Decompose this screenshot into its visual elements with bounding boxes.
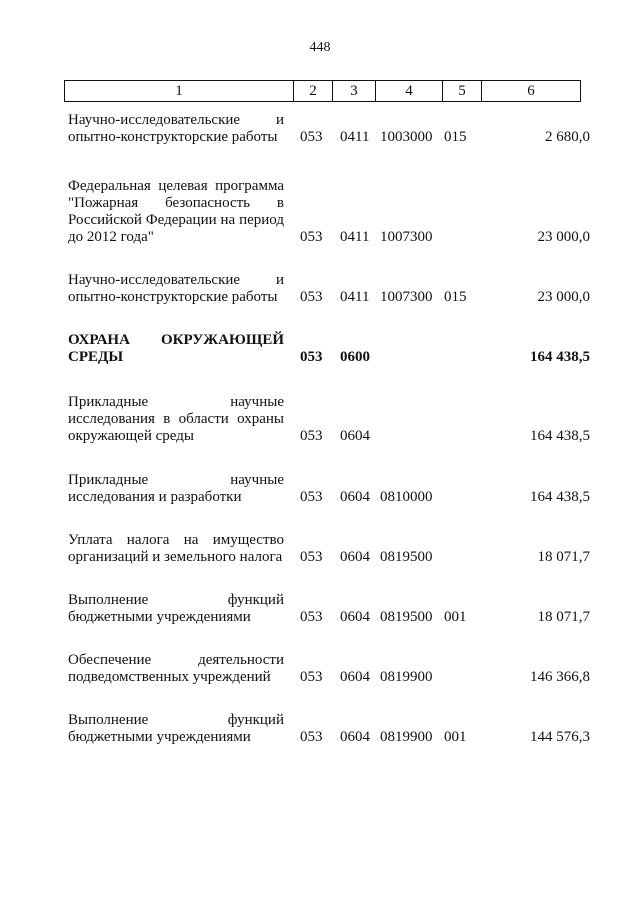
description-line: Прикладные научные xyxy=(68,472,284,488)
target-article-code: 0819900 xyxy=(380,729,433,745)
target-article-code: 0819900 xyxy=(380,669,433,685)
description-line: Научно-исследовательские и xyxy=(68,272,284,288)
description-line: исследования в области охраны xyxy=(68,411,284,427)
section-code: 0604 xyxy=(340,489,370,505)
description-line: Федеральная целевая программа xyxy=(68,178,284,194)
amount: 18 071,7 xyxy=(537,549,590,565)
description-line: Выполнение функций xyxy=(68,592,284,608)
section-code: 0411 xyxy=(340,289,370,305)
ministry-code: 053 xyxy=(300,729,323,745)
row-description xyxy=(68,112,284,146)
page-number: 448 xyxy=(309,40,331,55)
target-article-code: 1007300 xyxy=(380,289,433,305)
section-code: 0411 xyxy=(340,129,370,145)
row-description xyxy=(68,532,284,566)
section-code: 0604 xyxy=(340,549,370,565)
ministry-code: 053 xyxy=(300,549,323,565)
description-line: исследования и разработки xyxy=(68,489,242,505)
ministry-code: 053 xyxy=(300,349,323,365)
column-header-6: 6 xyxy=(482,81,581,102)
row-description xyxy=(68,178,284,246)
amount: 146 366,8 xyxy=(530,669,590,685)
ministry-code: 053 xyxy=(300,129,323,145)
expense-type-code: 001 xyxy=(444,609,467,625)
ministry-code: 053 xyxy=(300,669,323,685)
column-header-table xyxy=(64,80,581,102)
description-line: до 2012 года" xyxy=(68,229,154,245)
row-description xyxy=(68,592,284,626)
section-code: 0411 xyxy=(340,229,370,245)
section-code: 0604 xyxy=(340,428,370,444)
description-line: бюджетными учреждениями xyxy=(68,729,251,745)
description-line: окружающей среды xyxy=(68,428,194,444)
description-line: Уплата налога на имущество xyxy=(68,532,284,548)
amount: 164 438,5 xyxy=(530,489,590,505)
description-line: организаций и земельного налога xyxy=(68,549,283,565)
description-line: опытно-конструкторские работы xyxy=(68,289,278,305)
target-article-code: 0819500 xyxy=(380,549,433,565)
row-description xyxy=(68,394,284,445)
expense-type-code: 015 xyxy=(444,289,467,305)
section-code: 0604 xyxy=(340,729,370,745)
row-description xyxy=(68,332,284,366)
amount: 23 000,0 xyxy=(537,289,590,305)
ministry-code: 053 xyxy=(300,489,323,505)
section-code: 0604 xyxy=(340,609,370,625)
description-line: бюджетными учреждениями xyxy=(68,609,251,625)
row-description xyxy=(68,652,284,686)
column-header-3: 3 xyxy=(333,81,376,102)
ministry-code: 053 xyxy=(300,609,323,625)
section-code: 0600 xyxy=(340,349,370,365)
row-description xyxy=(68,472,284,506)
target-article-code: 1007300 xyxy=(380,229,433,245)
description-line: Выполнение функций xyxy=(68,712,284,728)
description-line: Обеспечение деятельности xyxy=(68,652,284,668)
description-line: ОХРАНА ОКРУЖАЮЩЕЙ xyxy=(68,332,284,348)
amount: 2 680,0 xyxy=(545,129,590,145)
target-article-code: 1003000 xyxy=(380,129,433,145)
ministry-code: 053 xyxy=(300,289,323,305)
column-header-4: 4 xyxy=(376,81,443,102)
target-article-code: 0819500 xyxy=(380,609,433,625)
expense-type-code: 001 xyxy=(444,729,467,745)
section-code: 0604 xyxy=(340,669,370,685)
amount: 18 071,7 xyxy=(537,609,590,625)
description-line: Российской Федерации на период xyxy=(68,212,284,228)
description-line: Прикладные научные xyxy=(68,394,284,410)
amount: 144 576,3 xyxy=(530,729,590,745)
description-line: подведомственных учреждений xyxy=(68,669,271,685)
column-header-5: 5 xyxy=(443,81,482,102)
expense-type-code: 015 xyxy=(444,129,467,145)
row-description xyxy=(68,272,284,306)
target-article-code: 0810000 xyxy=(380,489,433,505)
amount: 164 438,5 xyxy=(530,428,590,444)
description-line: "Пожарная безопасность в xyxy=(68,195,284,211)
ministry-code: 053 xyxy=(300,428,323,444)
description-line: опытно-конструкторские работы xyxy=(68,129,278,145)
amount: 23 000,0 xyxy=(537,229,590,245)
description-line: Научно-исследовательские и xyxy=(68,112,284,128)
row-description xyxy=(68,712,284,746)
description-line: СРЕДЫ xyxy=(68,349,124,365)
column-header-1: 1 xyxy=(65,81,294,102)
ministry-code: 053 xyxy=(300,229,323,245)
amount: 164 438,5 xyxy=(530,349,590,365)
column-header-2: 2 xyxy=(294,81,333,102)
